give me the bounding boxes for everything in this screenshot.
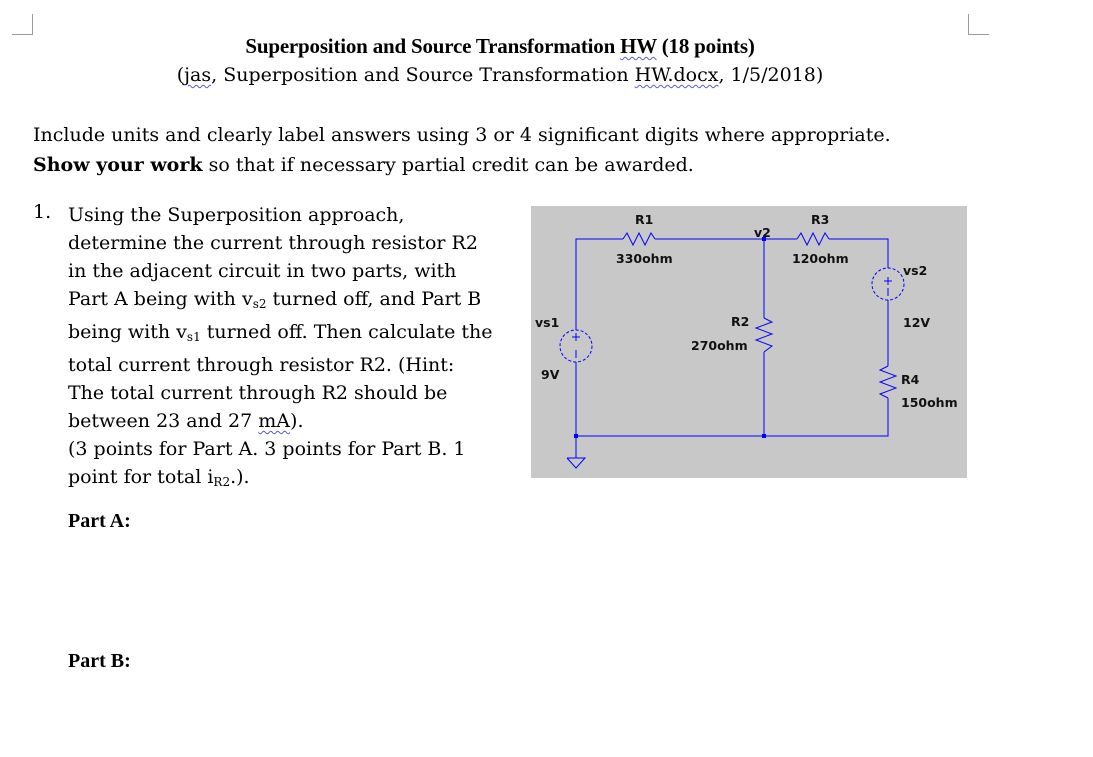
subscript: s1 <box>186 330 201 344</box>
instruction-work-bold: Show your work <box>33 154 203 176</box>
subtitle-text: , Superposition and Source Transformation <box>211 64 635 86</box>
r2-label: R2 <box>731 314 750 329</box>
subtitle-filename: HW.docx <box>634 64 719 86</box>
junction-dot <box>574 434 578 438</box>
instruction-units: Include units and clearly label answers using 3 or 4 significant digits where appropriate. <box>33 124 891 146</box>
r2-value: 270ohm <box>691 338 748 353</box>
question-text-part: turned off, and Part B <box>266 288 482 310</box>
circuit-wires <box>567 239 888 468</box>
question-line <box>68 463 518 496</box>
part-a-heading: Part A: <box>68 510 131 532</box>
title-hw: HW <box>620 34 657 58</box>
resistor-r4-symbol <box>880 366 896 398</box>
circuit-diagram <box>531 206 967 478</box>
resistor-r2-symbol <box>756 318 772 352</box>
question-line: total current through resistor R2. (Hint: <box>68 354 455 376</box>
r4-label: R4 <box>901 372 920 387</box>
question-number: 1. <box>33 201 52 223</box>
unit-ma: mA <box>258 410 291 432</box>
question-line: (3 points for Part A. 3 points for Part B. 1 <box>68 438 466 460</box>
instruction-work <box>33 154 694 176</box>
resistor-r1-symbol <box>623 233 655 245</box>
instruction-work-rest: so that if necessary partial credit can be awarded. <box>202 154 694 176</box>
question-line: in the adjacent circuit in two parts, with <box>68 260 457 282</box>
question-line <box>68 285 518 318</box>
question-text-part: between 23 and 27 <box>68 410 259 432</box>
question-text-part: point for total i <box>68 466 214 488</box>
part-b-heading: Part B: <box>68 650 131 672</box>
question-line: Using the Superposition approach, <box>68 204 405 226</box>
title-points: (18 points) <box>656 34 755 58</box>
question-text-part: .). <box>230 466 250 488</box>
vs2-value: 12V <box>903 315 931 330</box>
vs1-value: 9V <box>541 367 560 382</box>
r4-value: 150ohm <box>901 395 958 410</box>
r1-value: 330ohm <box>616 251 673 266</box>
resistor-r3-symbol <box>797 233 829 245</box>
junction-dot <box>762 434 766 438</box>
document-title <box>0 34 1000 59</box>
question-line <box>68 318 518 351</box>
page-corner-mark <box>12 14 33 35</box>
question-text-part: Part A being with v <box>68 288 253 310</box>
page-corner-mark <box>968 14 989 35</box>
question-text-part: being with v <box>68 321 187 343</box>
document-subtitle <box>0 64 1000 86</box>
question-text-part: turned off. Then calculate the <box>200 321 493 343</box>
vs1-label: vs1 <box>535 315 560 330</box>
r3-value: 120ohm <box>792 251 849 266</box>
subscript: s2 <box>252 297 267 311</box>
r1-label: R1 <box>635 212 654 227</box>
question-line: determine the current through resistor R2 <box>68 232 478 254</box>
question-text <box>68 201 518 496</box>
wire <box>576 398 888 436</box>
subtitle-date: , 1/5/2018) <box>718 64 824 86</box>
question-line <box>68 407 518 435</box>
question-text-part: ). <box>290 410 304 432</box>
subscript: R2 <box>213 475 231 489</box>
node-v2-label: v2 <box>754 225 771 240</box>
subtitle-open: ( <box>176 64 185 86</box>
r3-label: R3 <box>811 212 830 227</box>
circuit-schematic <box>531 206 967 478</box>
ground-symbol <box>567 458 585 468</box>
question-line: The total current through R2 should be <box>68 382 448 404</box>
voltage-source-vs2-symbol <box>872 268 904 300</box>
vs2-label: vs2 <box>903 263 928 278</box>
voltage-source-vs1-symbol <box>560 330 592 362</box>
subtitle-author: jas <box>184 64 212 86</box>
title-text: Superposition and Source Transformation <box>245 34 621 58</box>
